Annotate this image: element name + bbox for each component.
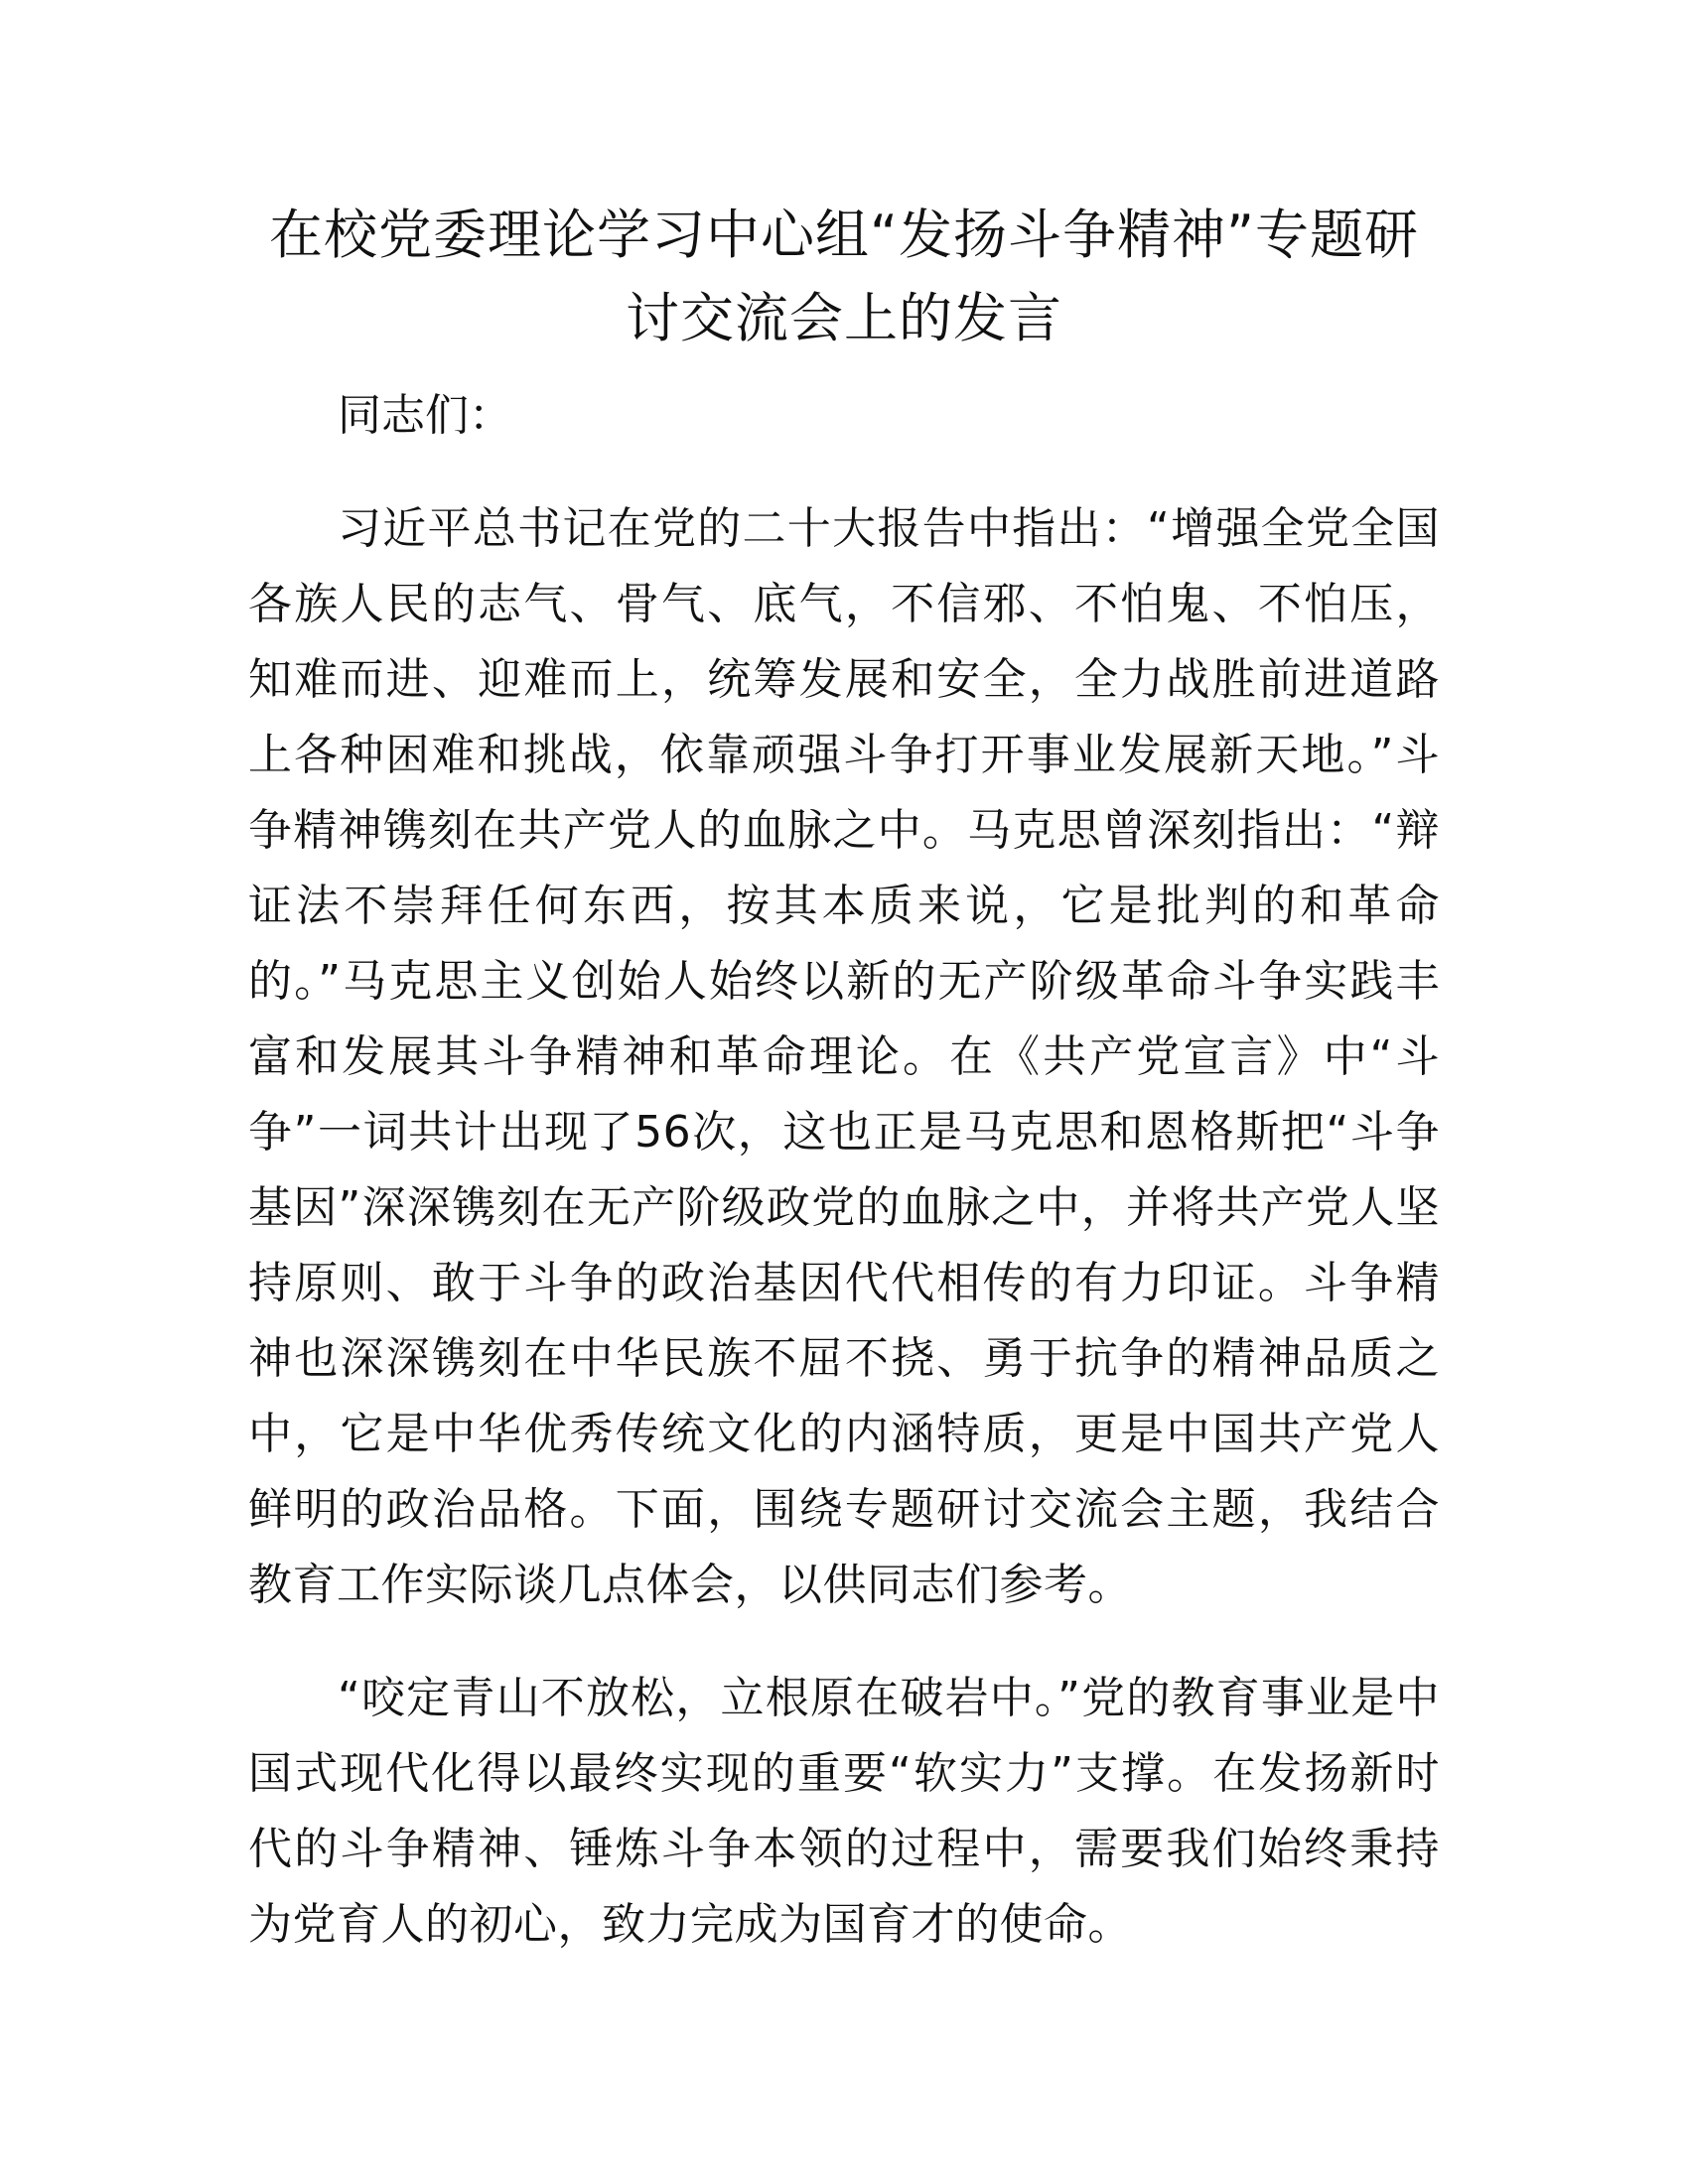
salutation: 同志们： [338, 390, 512, 441]
paragraph-2: “咬定青山不放松，立根原在破岩中。”党的教育事业是中国式现代化得以最终实现的重要“软实力”支撑。在发扬新时代的斗争精神、锤炼斗争本领的过程中，需要我们始终秉持为党育人的初心，致力完成为国育才的使命。 [248, 1673, 1440, 1950]
document-page [248, 194, 1440, 1963]
paragraph-1: 习近平总书记在党的二十大报告中指出：“增强全党全国各族人民的志气、骨气、底气，不信邪、不怕鬼、不怕压，知难而进、迎难而上，统筹发展和安全，全力战胜前进道路上各种困难和挑战，依靠顽强斗争打开事业发展新天地。”斗争精神镌刻在共产党人的血脉之中。马克思曾深刻指出：“辩证法不崇拜任何东西，按其本质来说，它是批判的和革命的。”马克思主义创始人始终以新的无产阶级革命斗争实践丰富和发展其斗争精神和革命理论。在《共产党宣言》中“斗争”一词共计出现了56次，这也正是马克思和恩格斯把“斗争基因”深深镌刻在无产阶级政党的血脉之中，并将共产党人坚持原则、敢于斗争的政治基因代代相传的有力印证。斗争精神也深深镌刻在中华民族不屈不挠、勇于抗争的精神品质之中，它是中华优秀传统文化的内涵特质，更是中国共产党人鲜明的政治品格。下面，围绕专题研讨交流会主题，我结合教育工作实际谈几点体会，以供同志们参考。 [248, 503, 1440, 1610]
document-title: 在校党委理论学习中心组“发扬斗争精神”专题研讨交流会上的发言 [269, 204, 1419, 349]
